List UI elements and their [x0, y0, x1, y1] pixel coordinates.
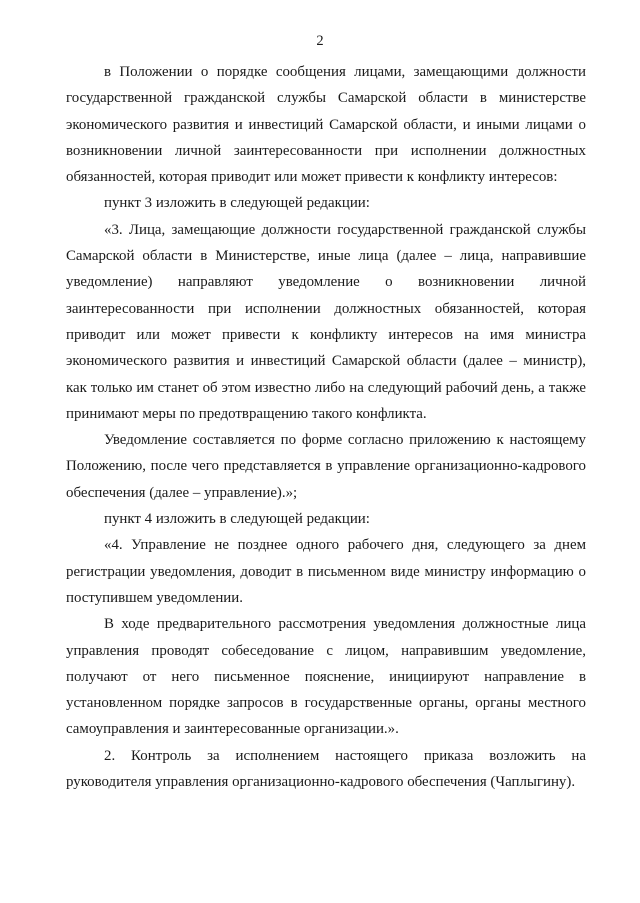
- paragraph-item-4-heading: пункт 4 изложить в следующей редакции:: [104, 511, 370, 528]
- paragraph-item-3-text: «3. Лица, замещающие должности государственной гражданской службы Самарской области в Министерстве, иные лица (далее – лица, направившие уведомление) направляют уведомление о возникновении личной заинтересованности при исполнении должностных обязанностей, которая приводит или может привести к конфликту интересов на имя министра экономического развития и инвестиций Самарской области (далее – министр), как только им станет об этом известно либо на следующий рабочий день, а также принимают меры по предотвращению такого конфликта.: [66, 221, 586, 422]
- document-body: [66, 59, 586, 795]
- paragraph-item-4-text: «4. Управление не позднее одного рабочего дня, следующего за днем регистрации уведомления, доводит в письменном виде министру информацию о поступившем уведомлении.: [66, 537, 586, 606]
- paragraph-regulation-intro: в Положении о порядке сообщения лицами, замещающими должности государственной гражданской службы Самарской области в министерстве экономического развития и инвестиций Самарской области, и иными лицами о возникновении личной заинтересованности при исполнении должностных обязанностей, которая приводит или может привести к конфликту интересов:: [66, 64, 586, 186]
- paragraph-preliminary-review: В ходе предварительного рассмотрения уведомления должностные лица управления проводят собеседование с лицом, направившим уведомление, получают от него письменное пояснение, инициируют направление в установленном порядке запросов в государственные органы, органы местного самоуправления и заинтересованные организации.».: [66, 616, 586, 738]
- paragraph-control-clause: 2. Контроль за исполнением настоящего приказа возложить на руководителя управления организационно-кадрового обеспечения (Чаплыгину).: [66, 747, 586, 791]
- paragraph-notice-form: Уведомление составляется по форме согласно приложению к настоящему Положению, после чего представляется в управление организационно-кадрового обеспечения (далее – управление).»;: [66, 432, 586, 501]
- paragraph-item-3-heading: пункт 3 изложить в следующей редакции:: [104, 195, 370, 212]
- page-number: 2: [316, 33, 324, 49]
